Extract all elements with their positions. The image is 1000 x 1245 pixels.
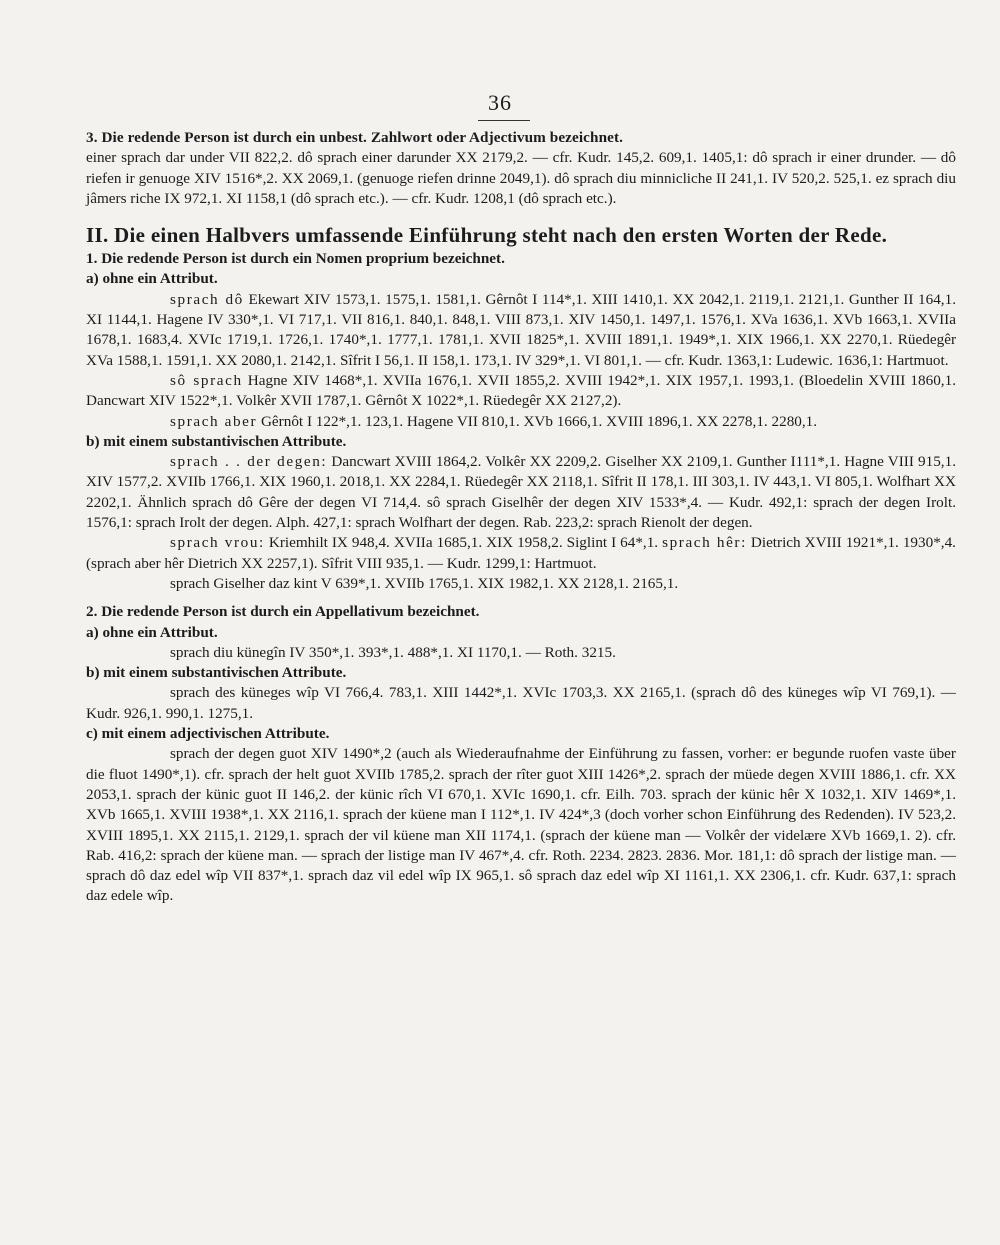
section-3-heading: 3. Die redende Person ist durch ein unbest. Zahlwort oder Adjectivum bezeichnet.: [86, 129, 624, 146]
paragraph-7: sprach Giselher daz kint V 639*,1. XVIIb 1765,1. XIX 1982,1. XX 2128,1. 2165,1.: [170, 574, 679, 592]
subsection-a2-heading: a) ohne ein Attribut.: [86, 623, 218, 641]
paragraph-2: [86, 290, 956, 371]
paragraph-2-body: Ekewart XIV 1573,1. 1575,1. 1581,1. Gêrnôt I 114*,1. XIII 1410,1. XX 2042,1. 2119,1. 2121,1. Gunther II 164,1. XI 1144,1. Hagene IV 330*,1. VI 717,1. VII 816,1. 840,1. 848,1. VIII 873,1. XIV 1450,1. 1497,1. 1576,1. XVa 1636,1. XVb 1663,1. XVIIa 1678,1. 1683,4. XVIc 1719,1. 1726,1. 1740*,1. 1777,1. 1781,1. XVII 1825*,1. XVIII 1891,1. 1949*,1. XIX 1966,1. XX 2270,1. Rüedegêr XVa 1588,1. 1591,1. XX 2080,1. 2142,1. Sîfrit I 56,1. II 158,1. 173,1. IV 329*,1. VI 801,1. — cfr. Kudr. 1363,1: Ludewic. 1636,1: Hartmuot.: [86, 290, 956, 369]
paragraph-1: einer sprach dar under VII 822,2. dô sprach einer darunder XX 2179,2. — cfr. Kudr. 145,2. 609,1. 1405,1: dô sprach ir einer drunder. — dô riefen ir genuoge XIV 1516*,2. XX 2069,1. (genuoge riefen drinne 2049,1). dô sprach diu minnicliche II 241,1. IV 520,2. 525,1. ez sprach diu jâmers riche IX 972,1. XI 1158,1 (dô sprach etc.). — cfr. Kudr. 1208,1 (dô sprach etc.).: [86, 149, 956, 207]
paragraph-5-lead: sprach . . der degen:: [170, 453, 328, 471]
paragraph-3: [86, 371, 956, 412]
paragraph-6-lead-2: sprach hêr:: [662, 534, 747, 552]
paragraph-2-lead: sprach dô: [170, 290, 244, 308]
paragraph-10: sprach der degen guot XIV 1490*,2 (auch als Wiederaufnahme der Einführung zu fassen, vorher: er begunde ruofen vaste über die fluot 1490*,1). cfr. sprach der helt guot XVIIb 1785,2. sprach der rîter guot XIII 1426*,2. sprach der müede degen XVIII 1886,1. cfr. XX 2053,1. sprach der künic guot II 146,2. der künic rîch VI 670,1. XVIc 1690,1. cfr. Eilh. 703. sprach der künic hêr X 1032,1. XIV 1469*,1. XVb 1665,1. XVIII 1938*,1. XX 2116,1. sprach der küene man I 112*,1. IV 424*,3 (doch vorher schon Einführung des Redenden). IV 523,2. XVIII 1895,1. XX 2115,1. 2129,1. sprach der vil küene man XII 1174,1. (sprach der küene man — Volkêr der videlære XVb 1669,1. 2). cfr. Rab. 416,2: sprach der küene man. — sprach der listige man IV 467*,4. cfr. Roth. 2234. 2823. 2836. Mor. 181,1: dô sprach der listige man. — sprach dô daz edel wîp VII 837*,1. sprach daz vil edel wîp IX 965,1. sô sprach daz edel wîp XI 1161,1. XX 2306,1. cfr. Kudr. 637,1: sprach daz edele wîp.: [86, 745, 956, 905]
page-text: [86, 128, 956, 907]
paragraph-6-body: Dietrich XVIII 1921*,1. 1930*,4. (sprach aber hêr Dietrich XX 2257,1). Sîfrit VIII 935,1. — Kudr. 1299,1: Hartmuot.: [86, 534, 956, 572]
paragraph-6-mid: Kriemhilt IX 948,4. XVIIa 1685,1. XIX 1958,2. Siglint I 64*,1.: [264, 534, 663, 552]
paragraph-4: [86, 412, 956, 432]
subsection-b2-heading: b) mit einem substantivischen Attribute.: [86, 664, 347, 682]
page-number-rule: [478, 120, 530, 121]
paragraph-3-lead: sô sprach: [170, 371, 243, 389]
subsection-c2-heading: c) mit einem adjectivischen Attribute.: [86, 725, 330, 743]
section-1-heading: 1. Die redende Person ist durch ein Nomen proprium bezeichnet.: [86, 250, 505, 268]
paragraph-8: sprach diu künegîn IV 350*,1. 393*,1. 488*,1. XI 1170,1. — Roth. 3215.: [170, 643, 616, 661]
paragraph-5-body: Dancwart XVIII 1864,2. Volkêr XX 2209,2. Giselher XX 2109,1. Gunther I111*,1. Hagne VIII 915,1. XIV 1577,2. XVIIb 1766,1. XIX 1960,1. 2018,1. XX 2284,1. Rüedegêr XX 2118,1. Sîfrit II 178,1. III 303,1. IV 443,1. VI 805,1. Wolfhart XX 2202,1. Ähnlich sprach dô Gêre der degen VI 714,4. sô sprach Giselhêr der degen XIV 1533*,4. — Kudr. 492,1: sprach der degen Irolt. 1576,1: sprach Irolt der degen. Alph. 427,1: sprach Wolfhart der degen. Rab. 223,2: sprach Rienolt der degen.: [86, 453, 956, 532]
paragraph-6: [86, 533, 956, 574]
paragraph-4-lead: sprach aber: [170, 412, 258, 430]
page-number: 36: [488, 90, 512, 115]
subsection-a1-heading: a) ohne ein Attribut.: [86, 270, 218, 288]
paragraph-6-lead: sprach vrou:: [170, 534, 265, 552]
paragraph-4-body: Gêrnôt I 122*,1. 123,1. Hagene VII 810,1. XVb 1666,1. XVIII 1896,1. XX 2278,1. 2280,1.: [257, 412, 818, 430]
paragraph-3-body: Hagne XIV 1468*,1. XVIIa 1676,1. XVII 1855,2. XVIII 1942*,1. XIX 1957,1. 1993,1. (Bloedelin XVIII 1860,1. Dancwart XIV 1522*,1. Volkêr XVII 1787,1. Gêrnôt X 1022*,1. Rüedegêr XX 2127,2).: [86, 371, 956, 410]
chapter-heading: II. Die einen Halbvers umfassende Einführung steht nach den ersten Worten der Rede.: [86, 223, 888, 248]
paragraph-5: [86, 452, 956, 533]
section-2-heading: 2. Die redende Person ist durch ein Appellativum bezeichnet.: [86, 603, 480, 621]
paragraph-9: sprach des küneges wîp VI 766,4. 783,1. XIII 1442*,1. XVIc 1703,3. XX 2165,1. (sprach dô des küneges wîp VI 769,1). — Kudr. 926,1. 990,1. 1275,1.: [86, 684, 956, 722]
subsection-b1-heading: b) mit einem substantivischen Attribute.: [86, 432, 347, 450]
